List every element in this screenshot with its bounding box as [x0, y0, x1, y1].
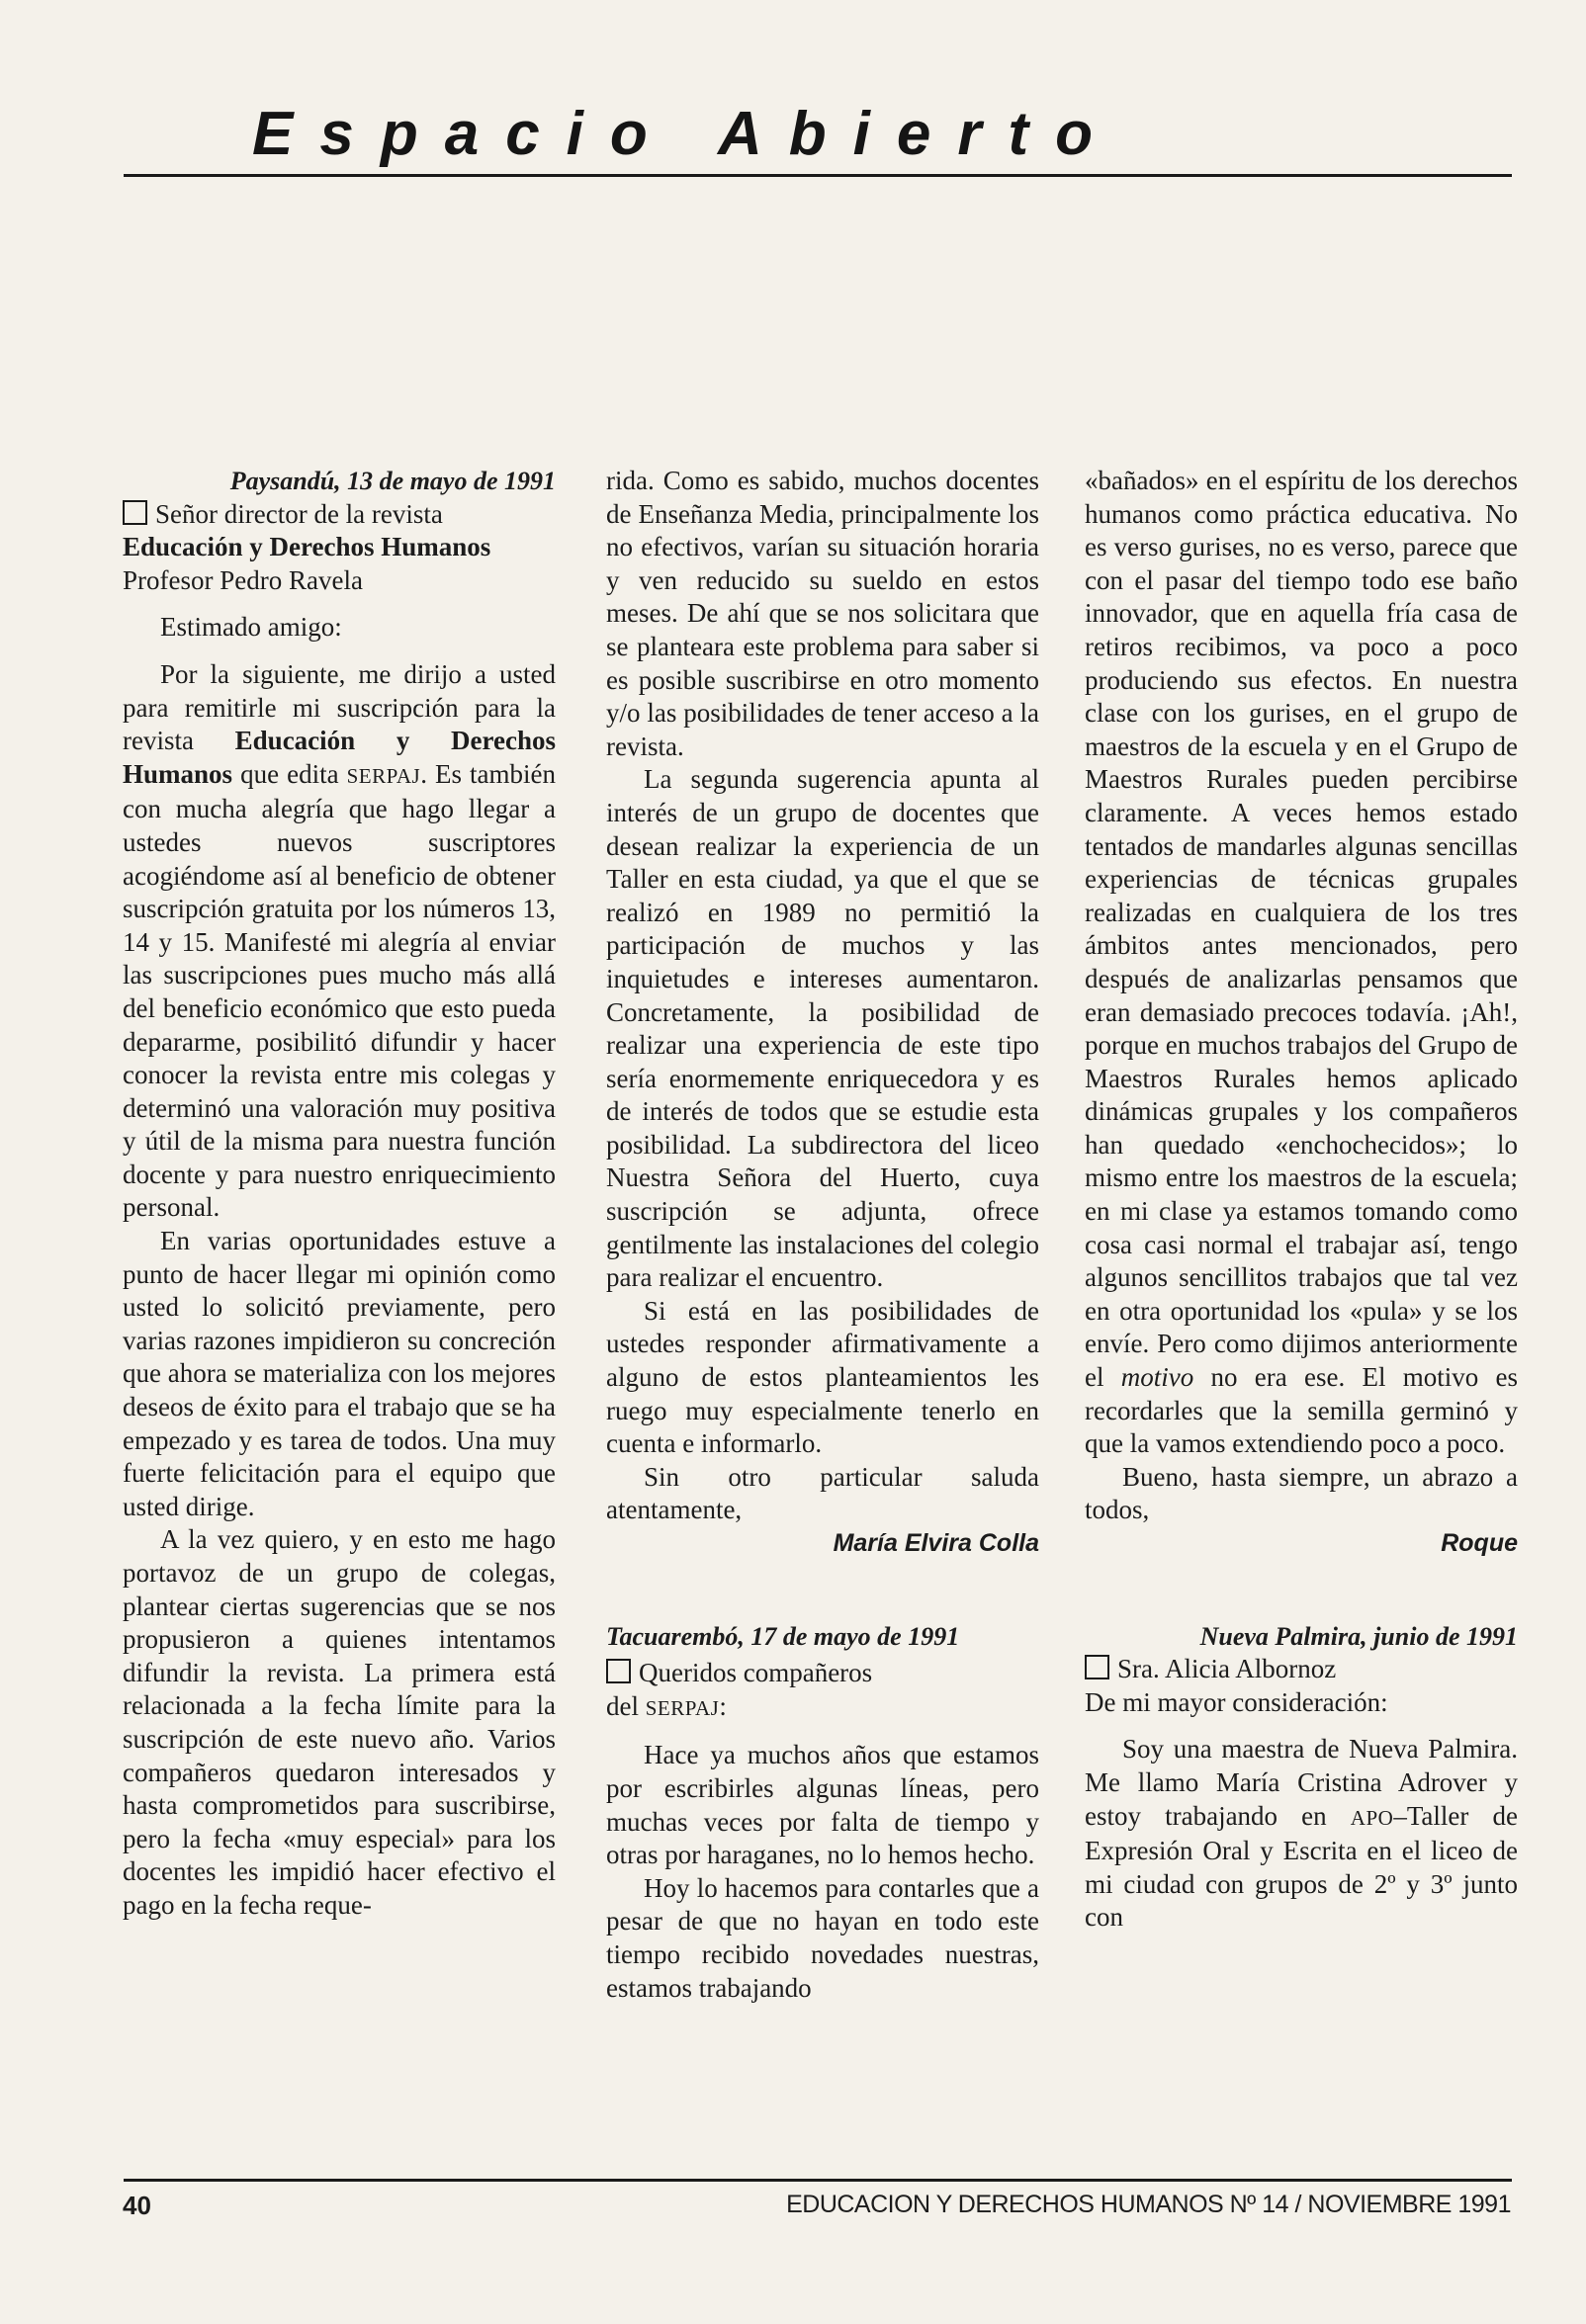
footer-magazine-issue: EDUCACION Y DERECHOS HUMANOS Nº 14 / NOVIEMBRE 1991	[786, 2191, 1511, 2218]
letter2-salutation-org	[606, 1690, 1039, 1726]
letter1-salutation-text: Señor director de la revista	[155, 498, 443, 529]
letter1-paragraph-6: Sin otro particular saluda atentamente,	[606, 1461, 1039, 1525]
letter2-salutation	[606, 1657, 1039, 1690]
letter1-paragraph-5: Si está en las posibilidades de ustedes responder afirmativamente a alguno de estos planteamientos les ruego muy especialmente tenerlo en cuenta e informarlo.	[606, 1295, 1039, 1459]
section-title	[252, 99, 1119, 169]
letter3-salutation-text: Sra. Alicia Albornoz	[1117, 1654, 1337, 1684]
letter2-p2-cont-text: «bañados» en el espíritu de los derechos humanos como práctica educativa. No es verso gurises, no es verso, parece que con el pasar del tiempo todo ese baño innovador, que en aquella fría casa de retiros recibimos, va poco a poco produciendo sus efectos. En nuestra clase con los gurises, en el grupo de maestros de la escuela y en el Grupo de Maestros Rurales pueden percibirse claramente. A veces hemos estado tentados de mandarles algunas sencillas experiencias de técnicas grupales realizadas en cualquiera de los tres ámbitos antes mencionados, pero después de analizarlas pensamos que eran demasiado precoces todavía. ¡Ah!, porque en muchos trabajos del Grupo de Maestros Rurales hemos aplicado dinámicas grupales y los compañeros han quedado «enchochecidos»; lo mismo entre los maestros de la escuela; en mi clase ya estamos tomando como cosa casi normal el trabajar así, tengo algunos sencillitos trabajos que tal vez en otra oportunidad los «pula» y se los envíe. Pero como dijimos anteriormente el	[1085, 466, 1518, 1393]
letter2-org-colon: :	[719, 1690, 727, 1721]
letter2-dateline: Tacuarembó, 17 de mayo de 1991	[606, 1621, 960, 1651]
checkbox-icon	[1085, 1655, 1109, 1679]
letter1-magazine-name: Educación y Derechos Humanos	[123, 532, 491, 562]
section-title-first-word: Espacio	[252, 100, 674, 168]
letter1-p1-mid: que edita	[240, 758, 339, 789]
letter1-paragraph-1	[123, 658, 556, 1225]
letter1-paragraph-2: En varias oportunidades estuve a punto de hacer llegar mi opinión como usted lo solicitó previamente, pero varias razones impidieron su concreción que ahora se materializa con los mejores deseos de éxito para el trabajo que se ha empezado y es tarea de todos. Una muy fuerte felicitación para el equipo que usted dirige.	[123, 1226, 556, 1521]
letter1-paragraph-3: A la vez quiero, y en esto me hago portavoz de un grupo de colegas, plantear ciertas sugerencias que se nos propusieron a quienes intentamos difundir la revista. La primera está relacionada a la fecha límite para la suscripción de este nuevo año. Varios compañeros quedaron interesados y hasta comprometidos para suscribirse, pero la fecha «muy especial» para los docentes les impidió hacer efectivo el pago en la fecha reque-	[123, 1524, 556, 1920]
header-rule	[124, 174, 1512, 177]
letter1-p1-magazine: Educación y Derechos Humanos	[123, 726, 556, 789]
letter3-dateline: Nueva Palmira, junio de 1991	[1199, 1621, 1518, 1651]
letter2-org-prefix: del	[606, 1690, 639, 1721]
letter1-salutation	[123, 498, 556, 532]
letter2-p2-end: no era ese. El motivo es recordarles que la semilla germinó y que la vamos extendiendo poco a poco.	[1085, 1362, 1518, 1459]
letter2-signature: Roque	[1441, 1529, 1518, 1557]
letter-separator	[606, 1561, 1039, 1620]
letter3-paragraph-1	[1085, 1733, 1518, 1935]
checkbox-icon	[606, 1659, 631, 1683]
column-1	[123, 465, 556, 1923]
letter-separator	[1085, 1561, 1518, 1620]
footer-rule	[124, 2179, 1512, 2182]
letter2-p2-italic: motivo	[1120, 1362, 1194, 1393]
column-2	[606, 465, 1039, 2005]
letter1-addressee: Profesor Pedro Ravela	[123, 564, 363, 595]
letter1-p1-text: Por la siguiente, me dirijo a usted para remitirle mi suscripción para la revista	[123, 658, 556, 756]
letter3-greeting: De mi mayor consideración:	[1085, 1686, 1388, 1717]
letter3-salutation	[1085, 1653, 1518, 1686]
letter2-paragraph-1: Hace ya muchos años que estamos por escribirles algunas líneas, pero muchas veces por falta de tiempo y otras por haraganes, no lo hemos hecho.	[606, 1740, 1039, 1870]
letter3-p1-b: –Taller de Expresión Oral y Escrita en el liceo de mi ciudad con grupos de 2º y 3º junto con	[1085, 1800, 1518, 1933]
letter1-p1-org: SERPAJ	[346, 763, 421, 788]
letter2-paragraph-3: Bueno, hasta siempre, un abrazo a todos,	[1085, 1461, 1518, 1525]
letter1-dateline: Paysandú, 13 de mayo de 1991	[229, 467, 556, 495]
letter1-p1-rest: . Es también con mucha alegría que hago llegar a ustedes nuevos suscriptores acogiéndome así al beneficio de obtener suscripción gratuita por los números 13, 14 y 15. Manifesté mi alegría al enviar las suscripciones pues mucho más allá del beneficio económico que esto pueda depararme, posibilitó difundir y hacer conocer la revista entre mis colegas y determinó una valoración muy positiva y útil de la misma para nuestra función docente y para nuestro enriquecimiento personal.	[123, 758, 556, 1223]
letter2-salutation-text: Queridos compañeros	[639, 1658, 873, 1688]
checkbox-icon	[123, 500, 147, 525]
letter2-paragraph-2-continued	[1085, 465, 1518, 1461]
letter2-org: SERPAJ	[645, 1695, 720, 1720]
letter3-p1-a: Soy una maestra de Nueva Palmira. Me llamo María Cristina Adrover y estoy trabajando en	[1085, 1734, 1518, 1831]
page-number: 40	[123, 2191, 151, 2220]
letter1-paragraph-3-continued: rida. Como es sabido, muchos docentes de Enseñanza Media, principalmente los no efectivos, varían su situación horaria y ven reducido su sueldo en estos meses. De ahí que se nos solicitara que se planteara este problema para saber si es posible suscribirse en otro momento y/o las posibilidades de tener acceso a la revista.	[606, 466, 1039, 761]
column-3	[1085, 465, 1518, 1935]
letter1-signature: María Elvira Colla	[833, 1529, 1039, 1557]
letter1-paragraph-4: La segunda sugerencia apunta al interés de un grupo de docentes que desean realizar la experiencia de un Taller en esta ciudad, ya que el que se realizó en 1989 no permitió la participación de muchos y las inquietudes e intereses aumentaron. Concretamente, la posibilidad de realizar una experiencia de este tipo sería enormemente enriquecedora y es de interés de todos que se estudie esta posibilidad. La subdirectora del liceo Nuestra Señora del Huerto, cuya suscripción se adjunta, ofrece gentilmente las instalaciones del colegio para realizar el encuentro.	[606, 764, 1039, 1293]
section-title-second-word: Abierto	[718, 100, 1120, 168]
letter2-paragraph-2: Hoy lo hacemos para contarles que a pesar de que no hayan en todo este tiempo recibido novedades nuestras, estamos trabajando	[606, 1872, 1039, 2003]
letter3-p1-org: APO	[1350, 1805, 1394, 1830]
letter1-greeting: Estimado amigo:	[160, 612, 342, 643]
